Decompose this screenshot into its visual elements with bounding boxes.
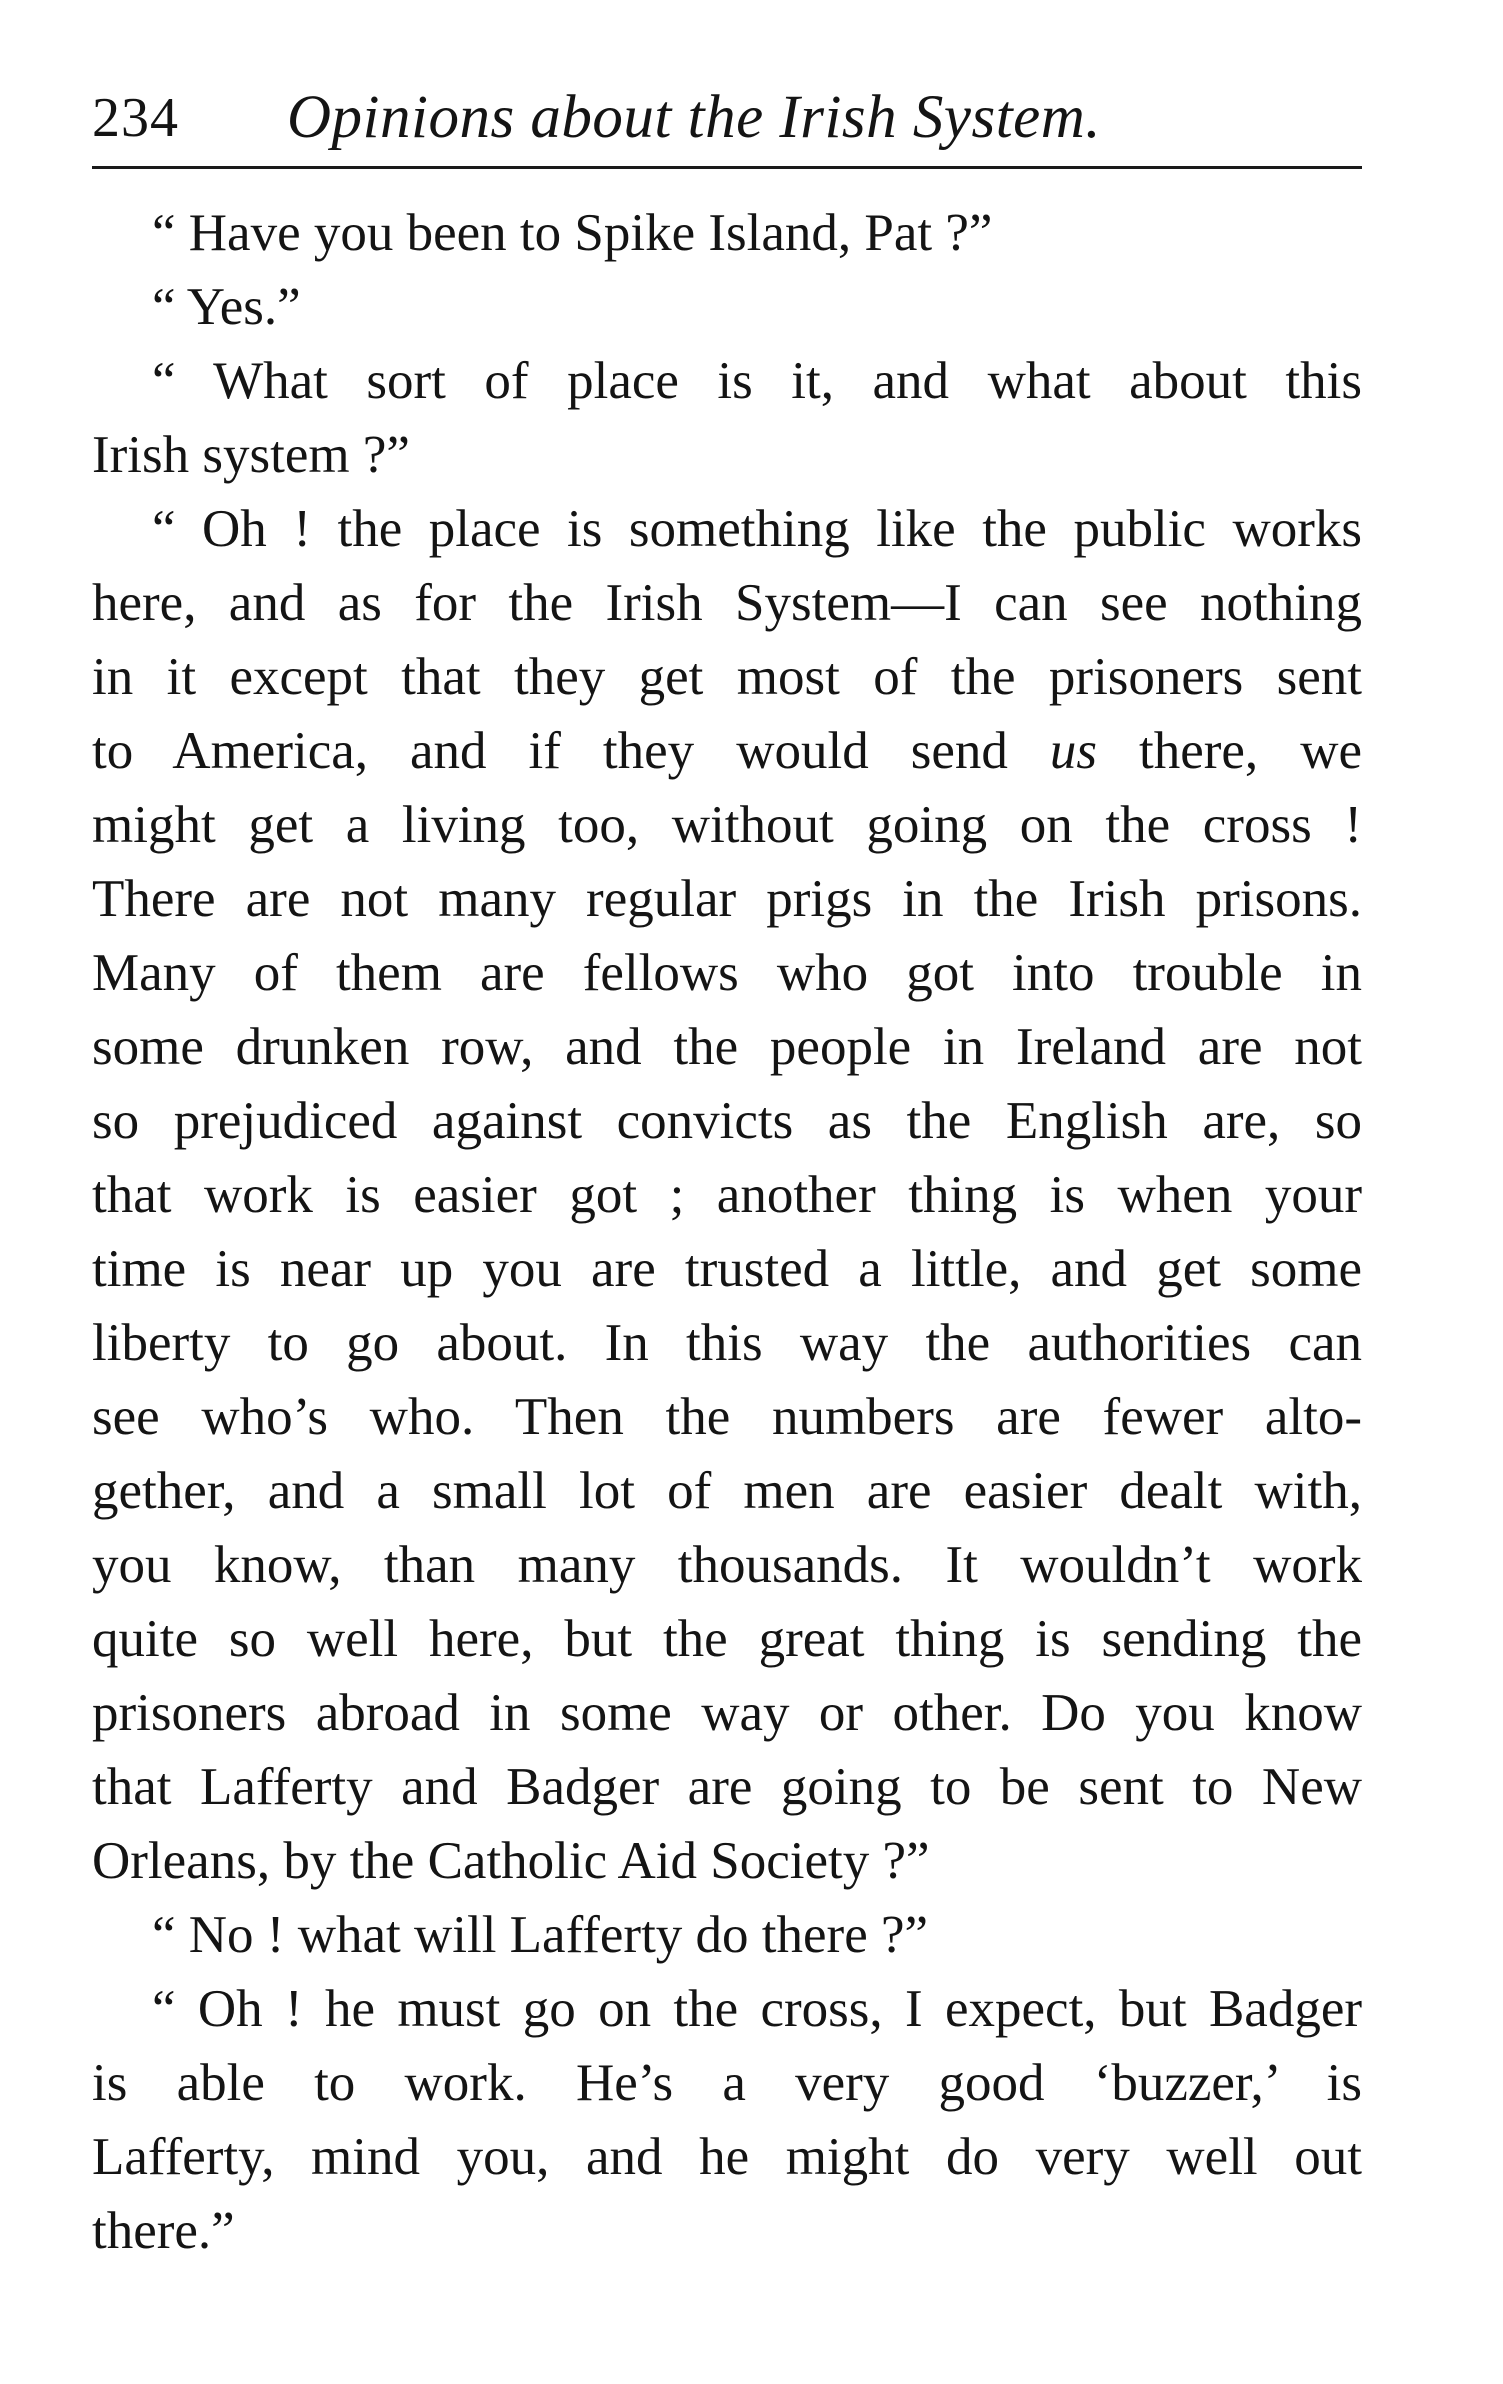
text-line: time is near up you are trusted a little, and get some [92, 1240, 1362, 1298]
text-line: that work is easier got ; another thing is when your [92, 1166, 1362, 1224]
text-line: Orleans, by the Catholic Aid Society ?” [92, 1832, 930, 1890]
text-line: there.” [92, 2202, 235, 2260]
text-line: to America, and if they would send us there, we [92, 722, 1362, 780]
text-line: might get a living too, without going on the cross ! [92, 796, 1362, 854]
text-line: some drunken row, and the people in Ireland are not [92, 1018, 1362, 1076]
body-text [92, 196, 1362, 2268]
text-line: you know, than many thousands. It wouldn’t work [92, 1536, 1362, 1594]
text-line: gether, and a small lot of men are easier dealt with, [92, 1462, 1362, 1520]
text-line: “ Have you been to Spike Island, Pat ?” [152, 204, 993, 262]
text-line: is able to work. He’s a very good ‘buzzer,’ is [92, 2054, 1362, 2112]
header-rule [92, 166, 1362, 169]
text-line: Many of them are fellows who got into trouble in [92, 944, 1362, 1002]
page-header [92, 78, 1362, 158]
text-line: “ Oh ! the place is something like the public works [152, 500, 1362, 558]
text-line: “ Oh ! he must go on the cross, I expect, but Badger [152, 1980, 1362, 2038]
text-line: “ No ! what will Lafferty do there ?” [152, 1906, 929, 1964]
text-line: “ What sort of place is it, and what about this [152, 352, 1362, 410]
text-line: quite so well here, but the great thing is sending the [92, 1610, 1362, 1668]
text-line: “ Yes.” [152, 278, 301, 336]
text-line: Irish system ?” [92, 426, 410, 484]
page-number: 234 [92, 87, 179, 149]
running-title: Opinions about the Irish System. [287, 84, 1102, 151]
text-line: liberty to go about. In this way the authorities can [92, 1314, 1362, 1372]
text-line: see who’s who. Then the numbers are fewer alto- [92, 1388, 1362, 1446]
text-line: that Lafferty and Badger are going to be sent to New [92, 1758, 1362, 1816]
text-line: so prejudiced against convicts as the English are, so [92, 1092, 1362, 1150]
text-line: in it except that they get most of the prisoners sent [92, 648, 1362, 706]
emphasis: us [1049, 722, 1097, 780]
text-line: prisoners abroad in some way or other. Do you know [92, 1684, 1362, 1742]
text-line: There are not many regular prigs in the Irish prisons. [92, 870, 1362, 928]
text-line: Lafferty, mind you, and he might do very well out [92, 2128, 1362, 2186]
text-line: here, and as for the Irish System—I can see nothing [92, 574, 1362, 632]
